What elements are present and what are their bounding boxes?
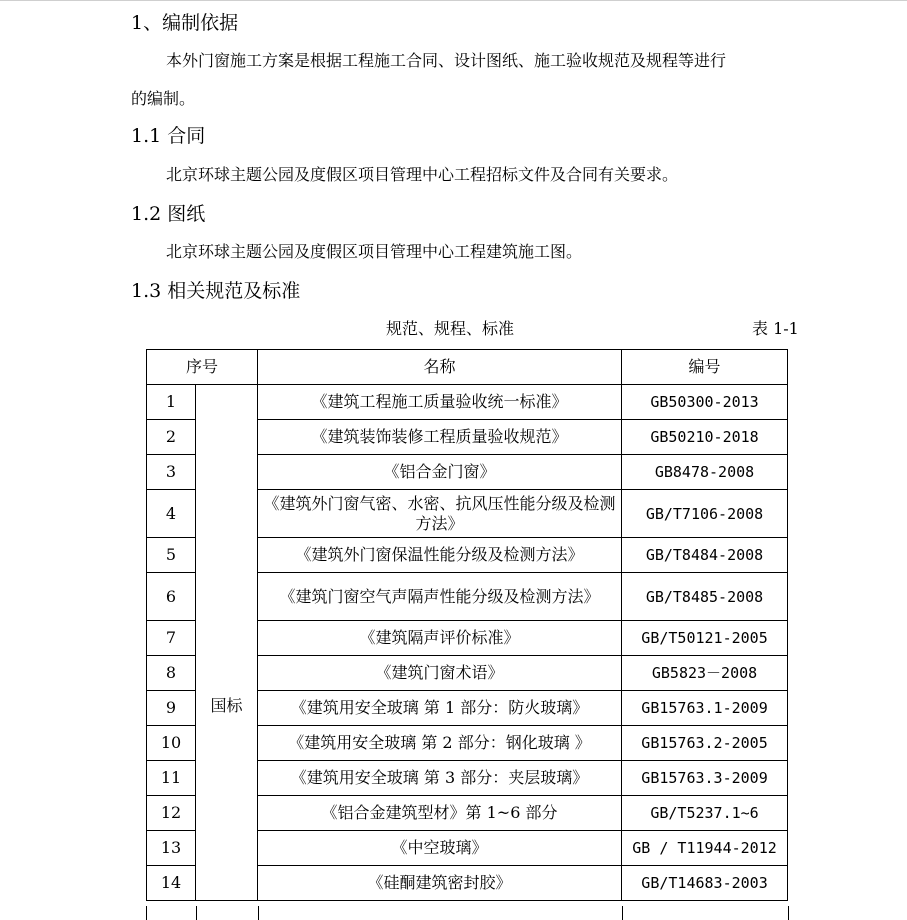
row-number: 14	[147, 866, 196, 901]
standard-code: GB15763.2-2005	[622, 726, 788, 761]
standard-name: 《建筑装饰装修工程质量验收规范》	[258, 420, 622, 455]
standard-code: GB8478-2008	[622, 455, 788, 490]
contract-paragraph: 北京环球主题公园及度假区项目管理中心工程招标文件及合同有关要求。	[166, 165, 679, 184]
section-heading-standards: 1.3 相关规范及标准	[131, 280, 301, 302]
standard-name: 《建筑外门窗保温性能分级及检测方法》	[258, 538, 622, 573]
standards-table-body	[147, 350, 788, 901]
row-number: 1	[147, 385, 196, 420]
standard-code: GB/T8484-2008	[622, 538, 788, 573]
standard-code: GB50210-2018	[622, 420, 788, 455]
standards-table	[146, 349, 788, 901]
standard-name: 《建筑外门窗气密、水密、抗风压性能分级及检测方法》	[258, 490, 622, 538]
standard-name: 《建筑用安全玻璃 第 2 部分：钢化玻璃 》	[258, 726, 622, 761]
table-number: 表 1-1	[752, 319, 799, 338]
standard-name: 《硅酮建筑密封胶》	[258, 866, 622, 901]
row-number: 2	[147, 420, 196, 455]
standard-name: 《建筑门窗术语》	[258, 656, 622, 691]
standard-code: GB/T5237.1~6	[622, 796, 788, 831]
drawings-paragraph: 北京环球主题公园及度假区项目管理中心工程建筑施工图。	[166, 242, 583, 261]
row-number: 10	[147, 726, 196, 761]
table-header-row	[147, 350, 788, 385]
row-number: 12	[147, 796, 196, 831]
page-top-rule	[0, 0, 907, 1]
section-heading-basis: 1、编制依据	[131, 12, 239, 34]
intro-paragraph-line1: 本外门窗施工方案是根据工程施工合同、设计图纸、施工验收规范及规程等进行	[166, 51, 727, 70]
standard-name: 《建筑门窗空气声隔声性能分级及检测方法》	[258, 573, 622, 621]
section-heading-contract: 1.1 合同	[131, 125, 206, 147]
header-seq: 序号	[147, 350, 258, 385]
row-number: 13	[147, 831, 196, 866]
standard-name: 《铝合金门窗》	[258, 455, 622, 490]
table-caption: 规范、规程、标准	[386, 319, 515, 338]
standard-code: GB / T11944-2012	[622, 831, 788, 866]
standard-name: 《建筑用安全玻璃 第 3 部分：夹层玻璃》	[258, 761, 622, 796]
table-row	[147, 385, 788, 420]
row-number: 3	[147, 455, 196, 490]
standard-name: 《中空玻璃》	[258, 831, 622, 866]
standard-code: GB5823－2008	[622, 656, 788, 691]
intro-paragraph-line2: 的编制。	[131, 89, 196, 108]
row-number: 7	[147, 621, 196, 656]
standard-code: GB15763.3-2009	[622, 761, 788, 796]
header-name: 名称	[258, 350, 622, 385]
standard-code: GB15763.1-2009	[622, 691, 788, 726]
category-cell: 国标	[196, 385, 258, 901]
row-number: 4	[147, 490, 196, 538]
standard-code: GB/T50121-2005	[622, 621, 788, 656]
standard-code: GB50300-2013	[622, 385, 788, 420]
row-number: 9	[147, 691, 196, 726]
header-code: 编号	[622, 350, 788, 385]
row-number: 6	[147, 573, 196, 621]
standard-name: 《铝合金建筑型材》第 1~6 部分	[258, 796, 622, 831]
standard-name: 《建筑工程施工质量验收统一标准》	[258, 385, 622, 420]
standard-name: 《建筑隔声评价标准》	[258, 621, 622, 656]
section-heading-drawings: 1.2 图纸	[131, 203, 206, 225]
standard-code: GB/T14683-2003	[622, 866, 788, 901]
standard-code: GB/T7106-2008	[622, 490, 788, 538]
standard-name: 《建筑用安全玻璃 第 1 部分：防火玻璃》	[258, 691, 622, 726]
row-number: 5	[147, 538, 196, 573]
standard-code: GB/T8485-2008	[622, 573, 788, 621]
row-number: 8	[147, 656, 196, 691]
row-number: 11	[147, 761, 196, 796]
